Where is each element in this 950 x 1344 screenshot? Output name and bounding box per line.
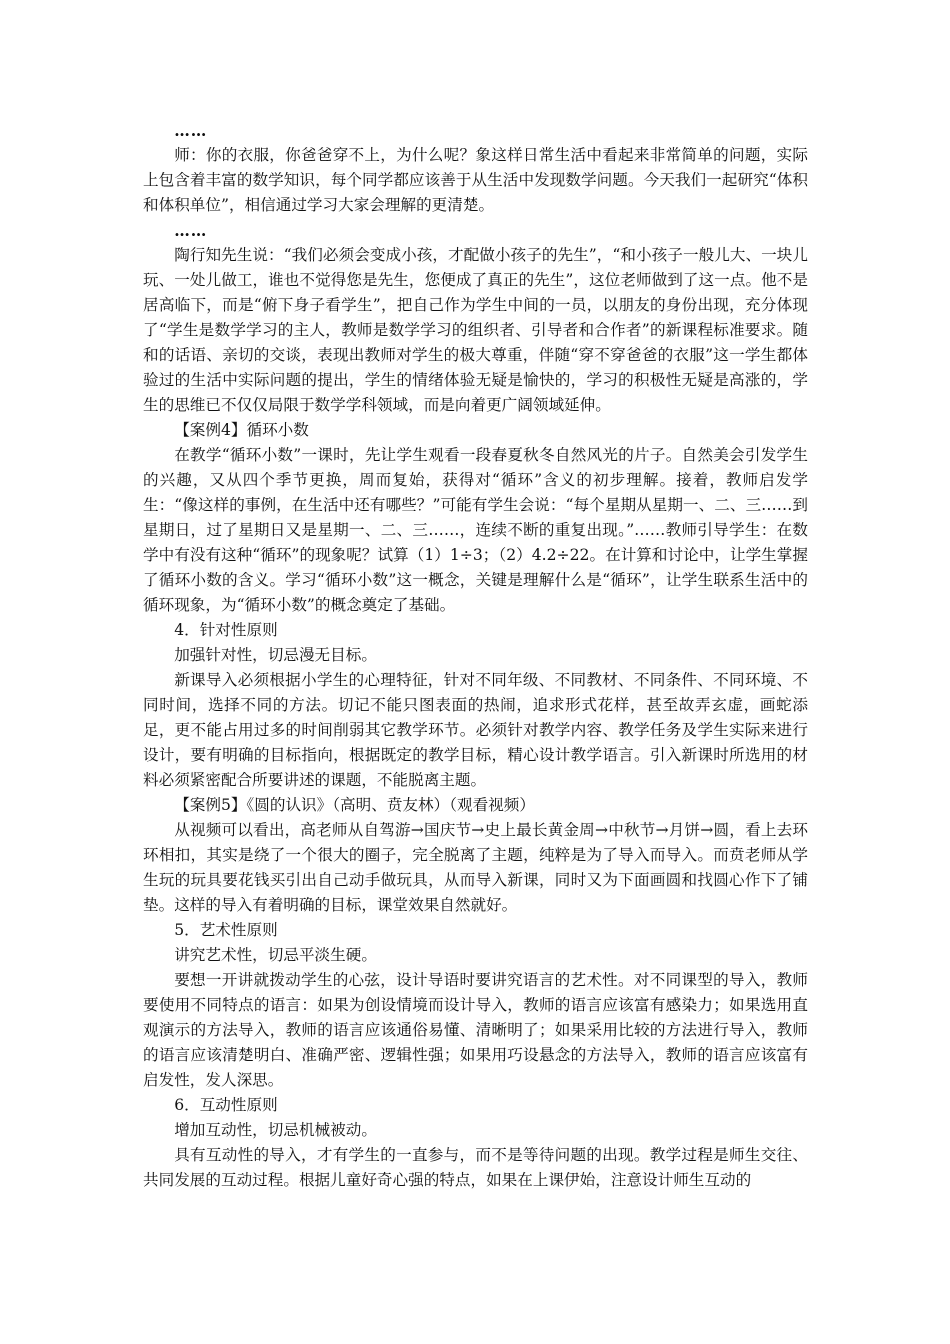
principle-5-summary: 讲究艺术性，切忌平淡生硬。 [174,946,377,964]
principle-4-heading: 4．针对性原则 [174,621,278,639]
principle-5-heading: 5．艺术性原则 [174,921,278,939]
principle-4-summary: 加强针对性，切忌漫无目标。 [174,646,377,664]
principle-6-paragraph: 具有互动性的导入，才有学生的一直参与，而不是等待问题的出现。教学过程是师生交往、共同发展的互动过程。根据儿童好奇心强的特点，如果在上课伊始，注意设计师生互动的 [143,1146,808,1189]
ellipsis-line: …… [174,121,208,140]
principle-4-paragraph: 新课导入必须根据小学生的心理特征，针对不同年级、不同教材、不同条件、不同环境、不同时间，选择不同的方法。切记不能只图表面的热闹，追求形式花样，甚至故弄玄虚，画蛇添足，更不能占用过多的时间削弱其它教学环节。必须针对教学内容、教学任务及学生实际来进行设计，要有明确的目标指向，根据既定的教学目标，精心设计教学语言。引入新课时所选用的材料必须紧密配合所要讲述的课题，不能脱离主题。 [143,671,808,789]
case-5-heading: 【案例5】《圆的认识》（高明、贲友林）（观看视频） [174,796,535,814]
principle-5-paragraph: 要想一开讲就拨动学生的心弦，设计导语时要讲究语言的艺术性。对不同课型的导入，教师要使用不同特点的语言：如果为创设情境而设计导入，教师的语言应该富有感染力；如果选用直观演示的方法导入，教师的语言应该通俗易懂、清晰明了；如果采用比较的方法进行导入，教师的语言应该清楚明白、准确严密、逻辑性强；如果用巧设悬念的方法导入，教师的语言应该富有启发性，发人深思。 [143,971,808,1089]
commentary-paragraph: 陶行知先生说：“我们必须会变成小孩，才配做小孩子的先生”，“和小孩子一般儿大、一块儿玩、一处儿做工，谁也不觉得您是先生，您便成了真正的先生”，这位老师做到了这一点。他不是居高临下，而是“俯下身子看学生”，把自己作为学生中间的一员，以朋友的身份出现，充分体现了“学生是数学学习的主人，教师是数学学习的组织者、引导者和合作者”的新课程标准要求。随和的话语、亲切的交谈，表现出教师对学生的极大尊重，伴随“穿不穿爸爸的衣服”这一学生都体验过的生活中实际问题的提出，学生的情绪体验无疑是愉快的，学习的积极性无疑是高涨的，学生的思维已不仅仅局限于数学学科领域，而是向着更广阔领域延伸。 [143,246,808,414]
principle-6-heading: 6．互动性原则 [174,1096,278,1114]
principle-6-summary: 增加互动性，切忌机械被动。 [174,1121,377,1139]
case-5-paragraph: 从视频可以看出，高老师从自驾游→国庆节→史上最长黄金周→中秋节→月饼→圆，看上去环环相扣，其实是绕了一个很大的圈子，完全脱离了主题，纯粹是为了导入而导入。而贲老师从学生玩的玩具要花钱买引出自己动手做玩具，从而导入新课，同时又为下面画圆和找圆心作下了铺垫。这样的导入有着明确的目标，课堂效果自然就好。 [143,821,808,914]
document-body [143,118,808,1193]
ellipsis-line: …… [174,221,208,240]
teacher-dialogue-paragraph: 师：你的衣服，你爸爸穿不上，为什么呢？象这样日常生活中看起来非常简单的问题，实际上包含着丰富的数学知识，每个同学都应该善于从生活中发现数学问题。今天我们一起研究“体积和体积单位”，相信通过学习大家会理解的更清楚。 [143,146,808,214]
case-4-paragraph: 在教学“循环小数”一课时，先让学生观看一段春夏秋冬自然风光的片子。自然美会引发学生的兴趣，又从四个季节更换，周而复始，获得对“循环”含义的初步理解。接着，教师启发学生：“像这样的事例，在生活中还有哪些？”可能有学生会说：“每个星期从星期一、二、三……到星期日，过了星期日又是星期一、二、三……，连续不断的重复出现。”……教师引导学生：在数学中有没有这种“循环”的现象呢？试算（1）1÷3；（2）4.2÷22。在计算和讨论中，让学生掌握了循环小数的含义。学习“循环小数”这一概念，关键是理解什么是“循环”，让学生联系生活中的循环现象，为“循环小数”的概念奠定了基础。 [143,446,808,614]
case-4-heading: 【案例4】循环小数 [174,421,309,439]
